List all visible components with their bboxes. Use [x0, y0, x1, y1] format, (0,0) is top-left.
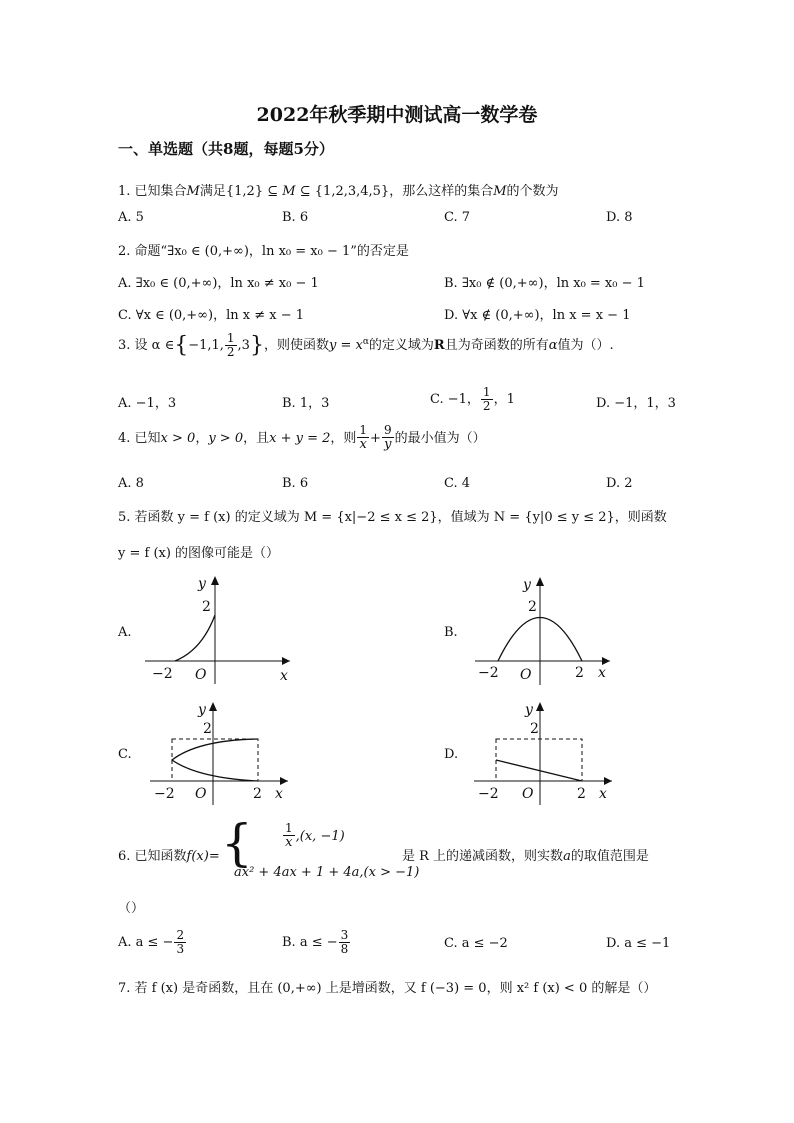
svg-text:−2: −2: [152, 666, 173, 682]
q2-option-b: B. ∃x₀ ∉ (0,+∞)，ln x₀ = x₀ − 1: [444, 276, 645, 291]
graph-c: [148, 700, 298, 805]
piecewise-brace: {: [221, 814, 253, 872]
svg-text:2: 2: [528, 599, 537, 615]
q6-option-a: A. a ≤ − $\frac{2}{3}$: [118, 928, 185, 957]
q5-label-d: D.: [444, 747, 459, 762]
q3-option-c: C. −1， $\frac{1}{2}$ ，1: [430, 385, 515, 414]
svg-text:−2: −2: [478, 665, 499, 681]
piecewise-bottom: ax² + 4ax + 1 + 4a,(x > −1): [234, 865, 420, 880]
svg-text:y: y: [523, 577, 531, 593]
svg-text:x: x: [599, 786, 607, 802]
q1-option-b: B. 6: [282, 210, 309, 225]
question-3-stem: 3. 设 α ∈{−1,1, $\frac{1}{2}$ ,3}，则使函数$y = x^\alpha$的定义域为R且为奇函数的所有α值为（）.: [118, 331, 614, 360]
q3-option-d: D. −1，1，3: [596, 396, 676, 411]
svg-text:x: x: [280, 668, 288, 684]
svg-text:2: 2: [253, 786, 262, 802]
question-5-stem: 5. 若函数 y = f (x) 的定义域为 M = {x|−2 ≤ x ≤ 2}，值域为 N = {y|0 ≤ y ≤ 2}，则函数: [118, 510, 667, 525]
q2-option-a: A. ∃x₀ ∈ (0,+∞)，ln x₀ ≠ x₀ − 1: [118, 276, 319, 291]
svg-text:y: y: [198, 702, 206, 718]
svg-text:−2: −2: [478, 786, 499, 802]
svg-text:x: x: [275, 786, 283, 802]
svg-text:O: O: [522, 786, 534, 802]
q6-option-b: B. a ≤ − $\frac{3}{8}$: [282, 928, 349, 957]
svg-text:2: 2: [530, 721, 539, 737]
q1-option-a: A. 5: [118, 210, 144, 225]
question-5-stem-line2: y = f (x) 的图像可能是（）: [118, 546, 280, 561]
q3-option-b: B. 1，3: [282, 396, 330, 411]
svg-text:2: 2: [577, 786, 586, 802]
svg-text:2: 2: [575, 665, 584, 681]
q4-option-b: B. 6: [282, 476, 309, 491]
svg-text:O: O: [520, 667, 532, 683]
graph-b: [470, 575, 620, 685]
q2-option-c: C. ∀x ∈ (0,+∞)，ln x ≠ x − 1: [118, 308, 304, 323]
question-6-stem-a: 6. 已知函数f(x)=: [118, 849, 220, 864]
q4-option-a: A. 8: [118, 476, 144, 491]
q6-option-c: C. a ≤ −2: [444, 936, 508, 951]
svg-text:2: 2: [203, 721, 212, 737]
q1-option-d: D. 8: [606, 210, 633, 225]
graph-d: [472, 700, 622, 805]
q6-option-d: D. a ≤ −1: [606, 936, 671, 951]
q5-label-c: C.: [118, 747, 132, 762]
svg-text:y: y: [525, 702, 533, 718]
q3-option-a: A. −1，3: [118, 396, 177, 411]
svg-text:−2: −2: [154, 786, 175, 802]
q4-option-c: C. 4: [444, 476, 471, 491]
svg-text:2: 2: [202, 599, 211, 615]
svg-text:x: x: [598, 665, 606, 681]
question-2-stem: 2. 命题“∃x₀ ∈ (0,+∞)，ln x₀ = x₀ − 1”的否定是: [118, 244, 409, 259]
q2-option-d: D. ∀x ∉ (0,+∞)，ln x = x − 1: [444, 308, 631, 323]
question-6-stem-b: 是 R 上的递减函数，则实数a的取值范围是: [402, 849, 649, 864]
graph-a: [140, 570, 300, 685]
svg-text:O: O: [195, 667, 207, 683]
piecewise-top: $\frac{1}{x},(x$, −1): [285, 821, 345, 851]
question-6-paren: （）: [118, 901, 145, 916]
q1-option-c: C. 7: [444, 210, 471, 225]
q5-label-b: B.: [444, 625, 458, 640]
question-1-stem: 1. 已知集合M满足{1,2} ⊆ M ⊆ {1,2,3,4,5}，那么这样的集合M的个数为: [118, 184, 559, 199]
question-7-stem: 7. 若 f (x) 是奇函数，且在 (0,+∞) 上是增函数，又 f (−3) = 0，则 x² f (x) < 0 的解是（）: [118, 981, 657, 996]
question-4-stem: 4. 已知x > 0，y > 0，且x + y = 2，则 $\frac{1}{x}+$ $\frac{9}{y}$的最小值为（）: [118, 423, 486, 453]
svg-text:O: O: [195, 786, 207, 802]
page-title: 2022年秋季期中测试高一数学卷: [256, 104, 538, 126]
q5-label-a: A.: [118, 625, 132, 640]
q4-option-d: D. 2: [606, 476, 633, 491]
section-heading: 一、单选题（共8题，每题5分）: [118, 140, 334, 158]
svg-text:y: y: [198, 576, 206, 592]
